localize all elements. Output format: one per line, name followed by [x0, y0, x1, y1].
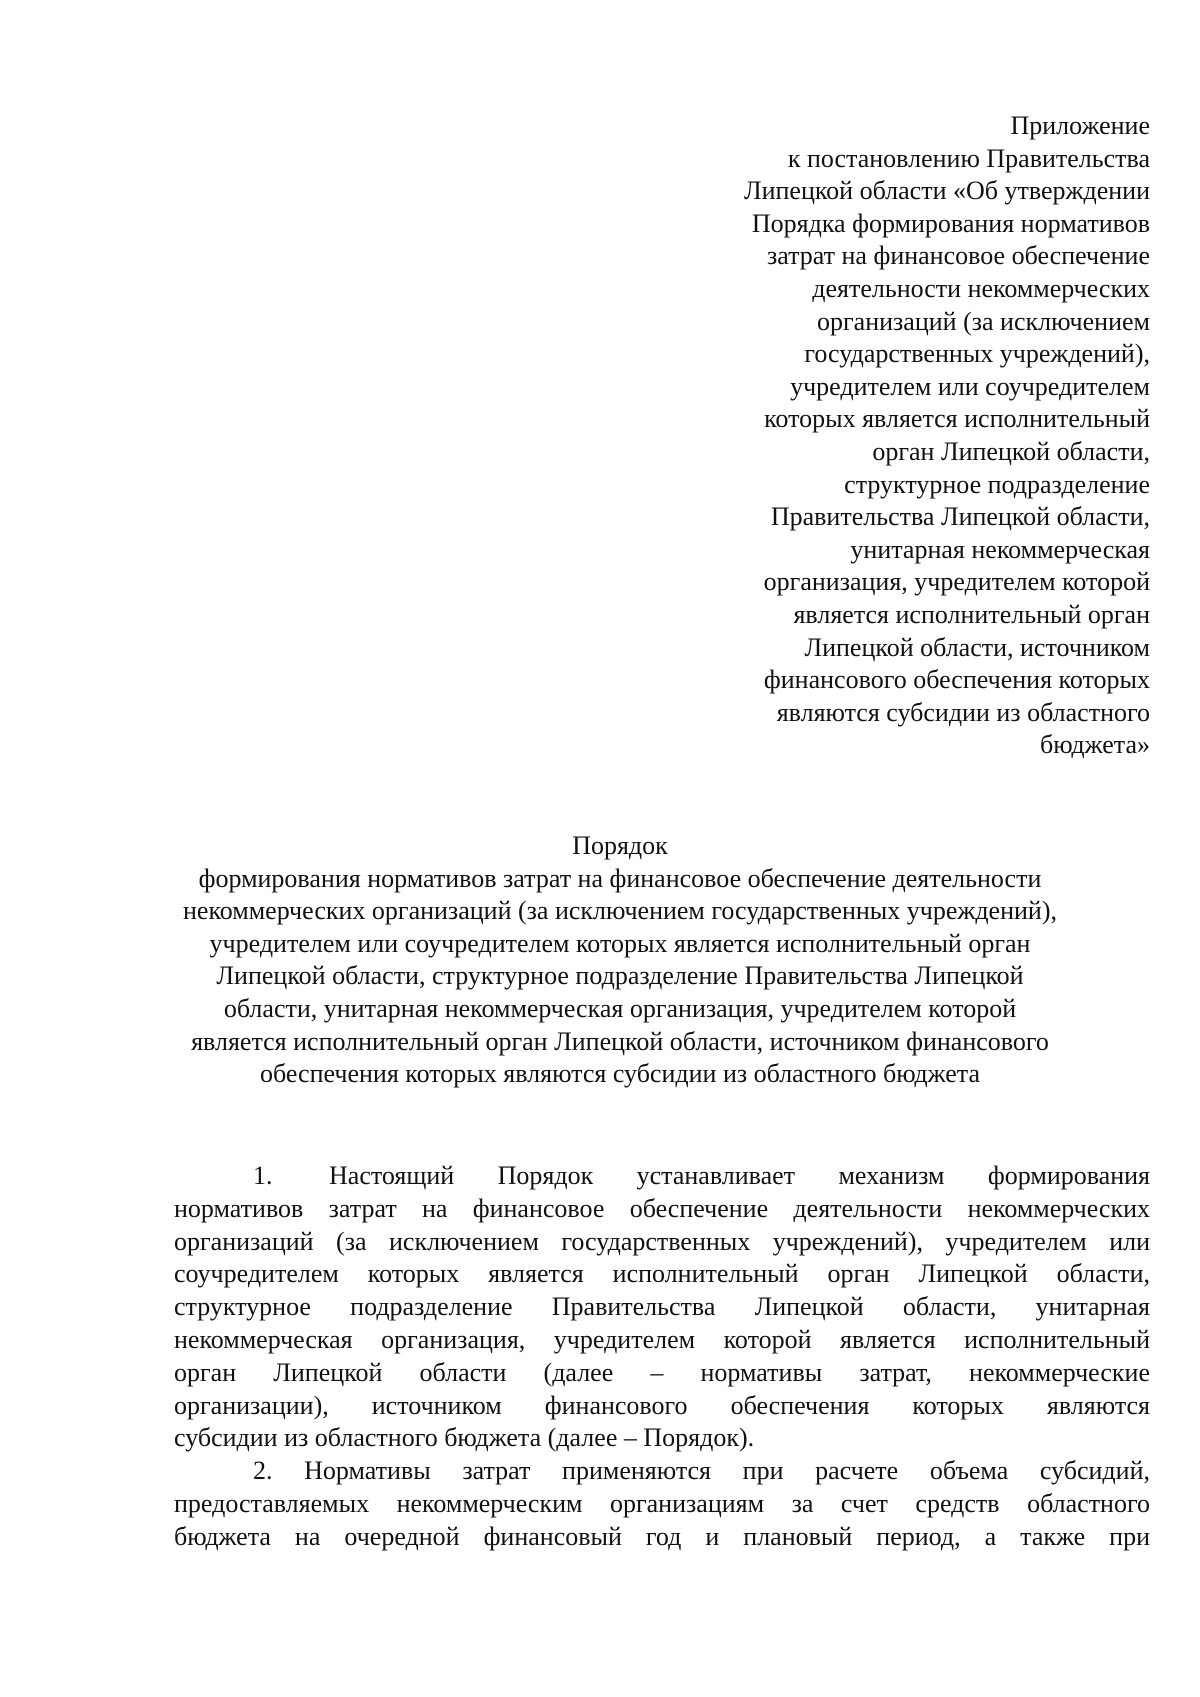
paragraph-line: структурное подразделение Правительства Липецкой области, унитарная [174, 1292, 1150, 1322]
annex-line: Приложение [1010, 111, 1150, 140]
annex-line: деятельности некоммерческих [812, 273, 1150, 303]
title-line: некоммерческих организаций (за исключением государственных учреждений), [182, 896, 1057, 926]
paragraph-1-first-line [174, 1160, 1150, 1193]
paragraph-2-first-line: 2. Нормативы затрат применяются при расчете объема субсидий, [253, 1456, 1150, 1486]
title-line: учредителем или соучредителем которых является исполнительный орган [209, 928, 1031, 958]
annex-line: является исполнительный орган [793, 599, 1150, 629]
annex-line: к постановлению Правительства [787, 143, 1150, 173]
paragraph-line: организаций (за исключением государственных учреждений), учредителем или [174, 1226, 1150, 1256]
annex-header [550, 110, 1150, 762]
paragraph-line: бюджета на очередной финансовый год и плановый период, а также при [174, 1521, 1150, 1551]
annex-line: унитарная некоммерческая [850, 534, 1150, 564]
annex-line: учредителем или соучредителем [790, 371, 1150, 401]
paragraph-text: Настоящий Порядок устанавливает механизм формирования [329, 1161, 1150, 1190]
annex-line: орган Липецкой области, [872, 436, 1150, 466]
annex-line: Липецкой области «Об утверждении [743, 176, 1150, 206]
paragraph-line: субсидии из областного бюджета (далее – Порядок). [174, 1423, 755, 1453]
annex-line: финансового обеспечения которых [763, 665, 1150, 695]
document-title [120, 830, 1120, 1091]
annex-line: которых является исполнительный [764, 404, 1150, 434]
annex-line: затрат на финансовое обеспечение [766, 241, 1150, 271]
paragraph-line: нормативов затрат на финансовое обеспечение деятельности некоммерческих [174, 1193, 1150, 1223]
title-line: Липецкой области, структурное подразделение Правительства Липецкой [216, 961, 1024, 991]
paragraph-line: предоставляемых некоммерческим организациям за счет средств областного [174, 1488, 1150, 1518]
paragraph-line: соучредителем которых является исполнительный орган Липецкой области, [174, 1259, 1150, 1289]
title-heading: Порядок [572, 831, 668, 860]
paragraph-line: некоммерческая организация, учредителем которой является исполнительный [174, 1324, 1150, 1354]
title-line: обеспечения которых являются субсидии из областного бюджета [259, 1059, 980, 1089]
document-body [174, 1160, 1150, 1554]
annex-line: Порядка формирования нормативов [751, 208, 1150, 238]
annex-line: Правительства Липецкой области, [770, 502, 1150, 532]
title-line: области, унитарная некоммерческая организация, учредителем которой [223, 993, 1017, 1023]
annex-line: Липецкой области, источником [804, 632, 1150, 662]
annex-line: организация, учредителем которой [763, 567, 1150, 597]
annex-line: государственных учреждений), [804, 339, 1150, 369]
title-line: формирования нормативов затрат на финансовое обеспечение деятельности [198, 863, 1042, 893]
paragraph-line: организации), источником финансового обеспечения которых являются [174, 1390, 1150, 1420]
paragraph-number: 1. [253, 1161, 273, 1190]
annex-line: структурное подразделение [844, 469, 1150, 499]
title-line: является исполнительный орган Липецкой области, источником финансового [191, 1026, 1049, 1056]
annex-line: бюджета» [1040, 730, 1150, 760]
paragraph-line: орган Липецкой области (далее – нормативы затрат, некоммерческие [174, 1357, 1150, 1387]
annex-line: являются субсидии из областного [776, 697, 1150, 727]
annex-line: организаций (за исключением [817, 306, 1150, 336]
